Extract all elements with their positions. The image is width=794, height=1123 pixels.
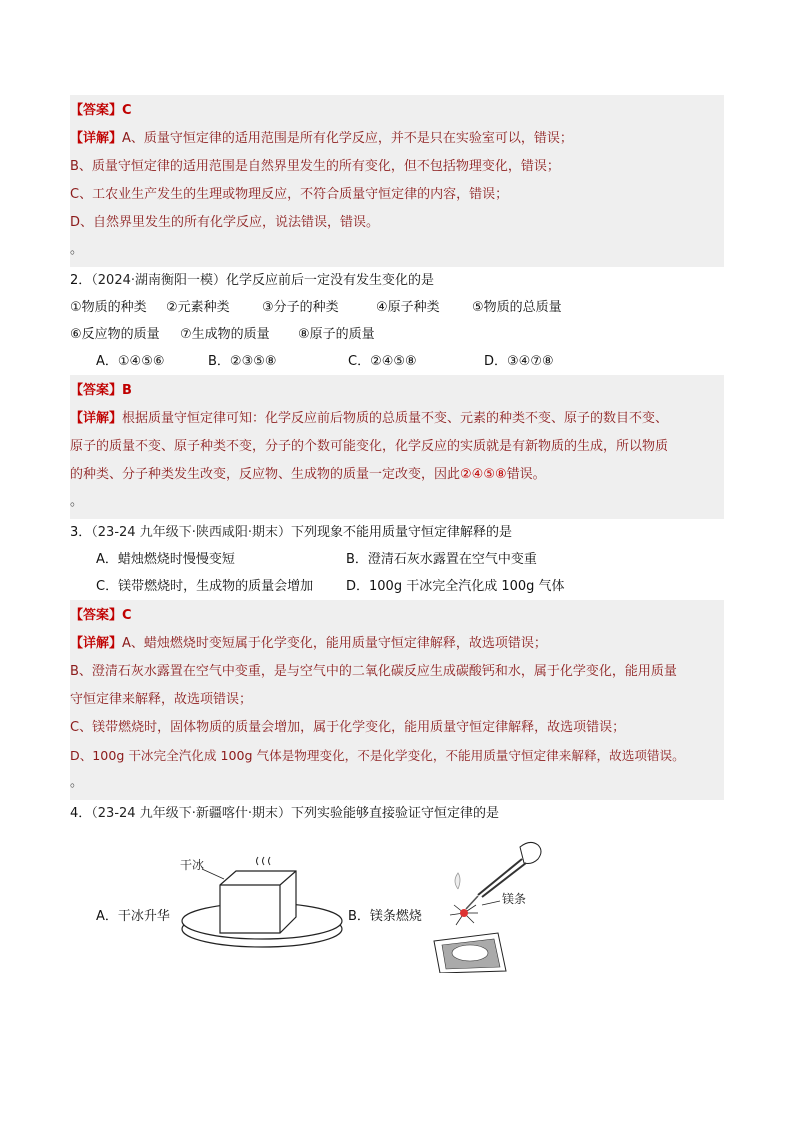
q2-item: ③分子的种类 [262, 300, 339, 315]
q4-source: （23-24 九年级下·新疆喀什·期末） [91, 806, 291, 821]
q2-item: ⑧原子的质量 [298, 327, 375, 342]
q3-answer-line [70, 602, 724, 630]
answer-value: C [122, 608, 132, 623]
q2-item: ⑤物质的总质量 [472, 300, 562, 315]
q3-detail-line-a [70, 630, 724, 658]
detail-text: A、质量守恒定律的适用范围是所有化学反应，并不是只在实验室可以，错误； [122, 131, 573, 146]
q3-options-row1 [70, 546, 724, 573]
q1-end-mark: 。 [70, 242, 84, 257]
q2-item: ②元素种类 [166, 300, 230, 315]
q2-option-c[interactable]: C．②④⑤⑧ [348, 354, 417, 369]
q3-detail-line-d: D、100g 干冰完全汽化成 100g 气体是物理变化，不是化学变化，不能用质量守恒定律来解释，故选项错误。 [70, 748, 685, 763]
q2-detail-line-3 [70, 461, 724, 489]
q1-detail-line-d: D、自然界里发生的所有化学反应，说法错误，错误。 [70, 215, 380, 230]
q2-stem [70, 267, 724, 294]
q2-items-row1 [70, 294, 724, 321]
vapor-lines [257, 857, 271, 865]
detail-text: A、蜡烛燃烧时变短属于化学变化，能用质量守恒定律解释，故选项错误； [122, 636, 547, 651]
q3-end-mark: 。 [70, 775, 84, 790]
detail-mark: ②④⑤⑧ [460, 467, 507, 482]
q3-option-c[interactable]: C．镁带燃烧时，生成物的质量会增加 [96, 579, 314, 594]
mg-ribbon [466, 896, 478, 909]
q2-item: ⑦生成物的质量 [180, 327, 270, 342]
detail-text: 的种类、分子种类发生改变，反应物、生成物的质量一定改变，因此 [70, 467, 461, 482]
q2-end-mark: 。 [70, 494, 84, 509]
q1-detail-line-a [70, 125, 724, 153]
q2-detail-line-2: 原子的质量不变、原子种类不变，分子的个数可能变化，化学反应的实质就是有新物质的生成，所以物质 [70, 439, 669, 454]
answer-tag: 【答案】 [70, 608, 123, 623]
q2-item: ①物质的种类 [70, 300, 147, 315]
q3-source: （23-24 九年级下·陕西咸阳·期末） [91, 525, 291, 540]
q2-option-b[interactable]: B．②③⑤⑧ [208, 354, 277, 369]
smoke-icon [455, 873, 460, 889]
q2-item: ⑥反应物的质量 [70, 327, 160, 342]
q2-option-d[interactable]: D．③④⑦⑧ [484, 354, 554, 369]
q2-options [70, 348, 724, 375]
answer-value: B [122, 383, 132, 398]
q3-detail-line-b2: 守恒定律来解释，故选项错误； [70, 692, 253, 707]
detail-tag: 【详解】 [70, 636, 123, 651]
wire-gauze-icon [434, 933, 506, 973]
q2-source: （2024·湖南衡阳一模） [91, 273, 226, 288]
hand-icon [520, 842, 541, 863]
answer-tag: 【答案】 [70, 383, 123, 398]
q1-answer-line [70, 97, 724, 125]
q2-answer-line [70, 377, 724, 405]
q1-detail-line-c: C、工农业生产发生的生理或物理反应，不符合质量守恒定律的内容，错误； [70, 187, 509, 202]
q1-answer-block [70, 95, 724, 267]
magnesium-burning-diagram [420, 833, 560, 973]
answer-value: C [122, 103, 132, 118]
q4-option-a[interactable]: A．干冰升华 [96, 909, 170, 924]
document-page [70, 95, 724, 983]
detail-tag: 【详解】 [70, 411, 123, 426]
q2-items-row2 [70, 321, 724, 348]
dry-ice-diagram [180, 851, 355, 961]
detail-tag: 【详解】 [70, 131, 123, 146]
q2-number: 2． [70, 273, 92, 288]
label-dry-ice: 干冰 [180, 858, 205, 872]
q4-stem-text: 下列实验能够直接验证守恒定律的是 [290, 806, 499, 821]
q2-option-a[interactable]: A．①④⑤⑥ [96, 354, 165, 369]
q3-detail-line-b: B、澄清石灰水露置在空气中变重，是与空气中的二氧化碳反应生成碳酸钙和水，属于化学变化，能用质量 [70, 664, 677, 679]
q3-options-row2 [70, 573, 724, 600]
q2-item: ④原子种类 [376, 300, 440, 315]
q2-answer-block [70, 375, 724, 519]
q4-stem [70, 800, 724, 827]
q2-stem-text: 化学反应前后一定没有发生变化的是 [226, 273, 435, 288]
q3-option-b[interactable]: B．澄清石灰水露置在空气中变重 [346, 552, 537, 567]
q3-number: 3． [70, 525, 92, 540]
q1-detail-line-b: B、质量守恒定律的适用范围是自然界里发生的所有变化，但不包括物理变化，错误； [70, 159, 560, 174]
q4-figures [70, 833, 724, 983]
q4-number: 4． [70, 806, 92, 821]
detail-text-end: 错误。 [506, 467, 546, 482]
q3-detail-line-c: C、镁带燃烧时，固体物质的质量会增加，属于化学变化，能用质量守恒定律解释，故选项错误； [70, 720, 626, 735]
q3-stem-text: 下列现象不能用质量守恒定律解释的是 [290, 525, 512, 540]
q3-answer-block [70, 600, 724, 800]
q3-stem [70, 519, 724, 546]
label-mg: 镁条 [502, 892, 527, 906]
q3-option-d[interactable]: D．100g 干冰完全汽化成 100g 气体 [346, 579, 565, 594]
answer-tag: 【答案】 [70, 103, 123, 118]
q3-option-a[interactable]: A．蜡烛燃烧时慢慢变短 [96, 552, 235, 567]
q2-detail-line-1 [70, 405, 724, 433]
q4-option-b[interactable]: B．镁条燃烧 [348, 909, 422, 924]
detail-text: 根据质量守恒定律可知：化学反应前后物质的总质量不变、元素的种类不变、原子的数目不变、 [122, 411, 669, 426]
